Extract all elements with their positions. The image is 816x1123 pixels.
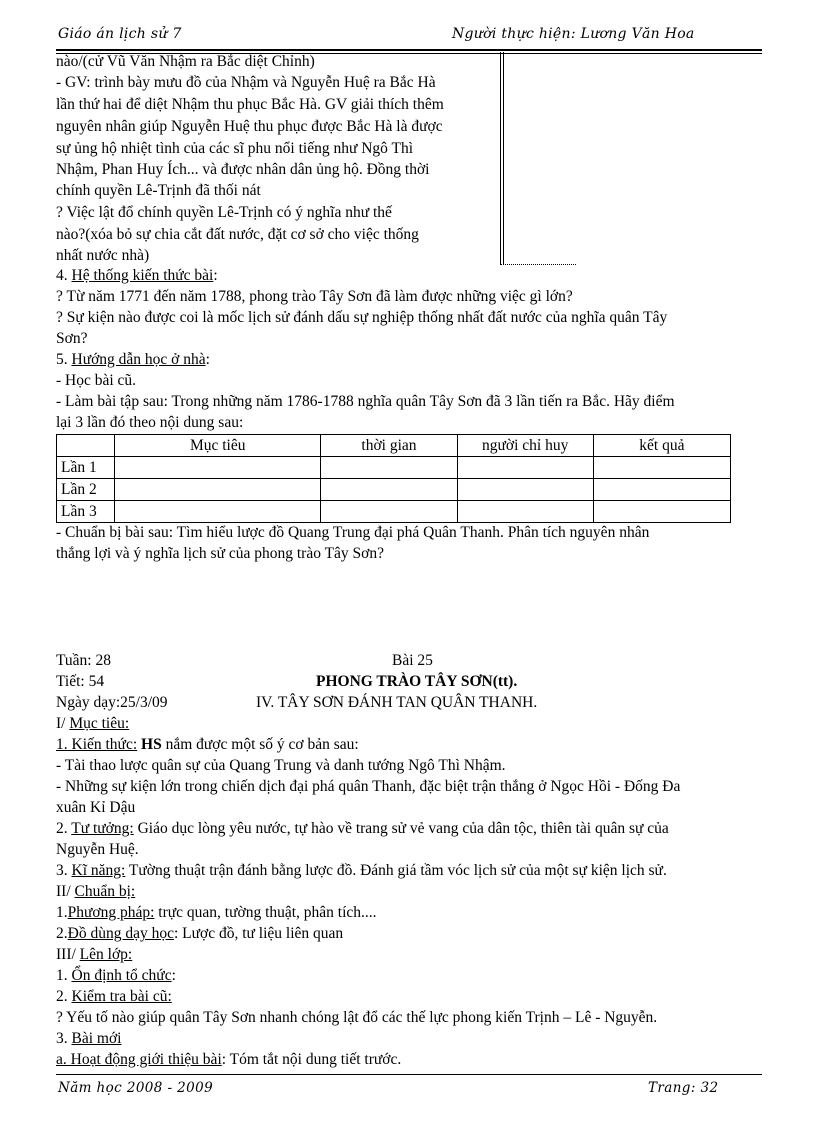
knowledge-item-1: - Tài thao lược quân sự của Quang Trung và danh tướng Ngô Thì Nhậm. (56, 757, 506, 774)
lesson-date: Ngày dạy:25/3/09 (56, 694, 168, 711)
table-cell (593, 457, 730, 479)
table-cell (457, 457, 593, 479)
knowledge-item-2: - Những sự kiện lớn trong chiến dịch đại phá quân Thanh, đặc biệt trận thắng ở Ngọc Hồi - Đống Đa (56, 778, 681, 795)
table-header-row (57, 435, 731, 457)
top-line-3: lần thứ hai để diệt Nhậm thu phục Bắc Hà. GV giải thích thêm (56, 96, 444, 113)
method-line: 1.Phương pháp: trực quan, tường thuật, phân tích.... (56, 904, 377, 921)
top-line-5: sự ủng hộ nhiệt tình của các sĩ phu nổi tiếng như Ngô Thì (56, 140, 414, 157)
table-cell (321, 479, 457, 501)
prep-heading: II/ Chuẩn bị: (56, 883, 136, 900)
table-cell (457, 501, 593, 523)
table-cell (115, 479, 321, 501)
column-divider (503, 52, 504, 264)
top-line-6: Nhậm, Phan Huy Ích... và được nhân dân ủng hộ. Đồng thời (56, 161, 430, 178)
ideology-line-2: Nguyễn Huệ. (56, 841, 139, 858)
column-divider-inner (500, 52, 501, 264)
table-header: thời gian (321, 435, 457, 457)
ideology-line: 2. Tư tưởng: Giáo dục lòng yêu nước, tự hào về trang sử vẻ vang của dân tộc, thiên tài quân sự của (56, 820, 669, 837)
table-cell (321, 457, 457, 479)
table-cell: Lần 2 (57, 479, 115, 501)
table-cell (115, 501, 321, 523)
lesson-period: Tiết: 54 (56, 673, 105, 690)
skills-line: 3. Kĩ năng: Tường thuật trận đánh bằng lược đồ. Đánh giá tầm vóc lịch sử của một sự kiện lịch sử. (56, 862, 667, 879)
top-line-1: nào/(cử Vũ Văn Nhậm ra Bắc diệt Chỉnh) (56, 53, 315, 70)
lesson-week: Tuần: 28 (56, 652, 111, 669)
materials-line: 2.Đồ dùng dạy học: Lược đồ, tư liệu liên quan (56, 925, 344, 942)
section4-line-3: Sơn? (56, 330, 88, 347)
table-header: Mục tiêu (115, 435, 321, 457)
class-heading: III/ Lên lớp: (56, 946, 133, 963)
top-line-8: ? Việc lật đổ chính quyền Lê-Trịnh có ý nghĩa như thế (56, 204, 392, 221)
table-row (57, 479, 731, 501)
footer-rule (56, 1074, 762, 1075)
lesson-title: PHONG TRÀO TÂY SƠN(tt). (316, 673, 518, 690)
new-lesson-line: 3. Bài mới (56, 1030, 122, 1047)
table-cell (115, 457, 321, 479)
section5-line-1: - Học bài cũ. (56, 372, 137, 389)
table-row (57, 501, 731, 523)
section4-line-2: ? Sự kiện nào được coi là mốc lịch sử đánh dấu sự nghiệp thống nhất đất nước của nghĩa quân Tây (56, 309, 668, 326)
section4-line-1: ? Từ năm 1771 đến năm 1788, phong trào Tây Sơn đã làm được những việc gì lớn? (56, 288, 573, 305)
table-header (57, 435, 115, 457)
objectives-heading: I/ Mục tiêu: (56, 715, 130, 732)
section5-line-2: - Làm bài tập sau: Trong những năm 1786-1788 nghĩa quân Tây Sơn đã 3 lần tiến ra Bắc. Hãy điểm (56, 393, 675, 410)
lesson-subtitle: IV. TÂY SƠN ĐÁNH TAN QUÂN THANH. (256, 694, 538, 711)
table-header: kết quả (593, 435, 730, 457)
table-cell (321, 501, 457, 523)
review-line: 2. Kiểm tra bài cũ: (56, 988, 172, 1005)
prep-line-1: - Chuẩn bị bài sau: Tìm hiểu lược đồ Quang Trung đại phá Quân Thanh. Phân tích nguyên nhân (56, 524, 650, 541)
column-divider-end (500, 264, 576, 265)
knowledge-line: 1. Kiến thức: HS nắm được một số ý cơ bản sau: (56, 736, 359, 753)
prep-line-2: thắng lợi và ý nghĩa lịch sử của phong trào Tây Sơn? (56, 545, 384, 562)
section5-line-3: lại 3 lần đó theo nội dung sau: (56, 414, 244, 431)
table-row (57, 457, 731, 479)
top-line-2: - GV: trình bày mưu đồ của Nhậm và Nguyễn Huệ ra Bắc Hà (56, 74, 436, 91)
section5-heading: 5. Hướng dẫn học ở nhà: (56, 351, 210, 368)
table-cell (457, 479, 593, 501)
intro-activity-line: a. Hoạt động giới thiệu bài: Tóm tắt nội dung tiết trước. (56, 1051, 402, 1068)
footer-left: Năm học 2008 - 2009 (58, 1080, 214, 1096)
top-line-4: nguyên nhân giúp Nguyễn Huệ thu phục được Bắc Hà là được (56, 118, 443, 135)
header-left: Giáo án lịch sử 7 (58, 26, 182, 42)
knowledge-item-3: xuân Kỉ Dậu (56, 799, 136, 816)
table-cell: Lần 3 (57, 501, 115, 523)
table-cell (593, 479, 730, 501)
top-line-7: chính quyền Lê-Trịnh đã thối nát (56, 182, 261, 199)
organize-line: 1. Ổn định tổ chức: (56, 967, 176, 984)
lesson-number: Bài 25 (392, 652, 433, 669)
table-header: người chỉ huy (457, 435, 593, 457)
table-cell: Lần 1 (57, 457, 115, 479)
section4-heading: 4. Hệ thống kiến thức bài: (56, 267, 218, 284)
top-line-10: nhất nước nhà) (56, 247, 150, 264)
campaign-table (56, 434, 731, 523)
table-cell (593, 501, 730, 523)
header-right: Người thực hiện: Lương Văn Hoa (452, 26, 695, 42)
review-question: ? Yếu tố nào giúp quân Tây Sơn nhanh chóng lật đổ các thế lực phong kiến Trịnh – Lê - Nguyễn. (56, 1009, 658, 1026)
footer-right: Trang: 32 (648, 1080, 719, 1096)
top-line-9: nào?(xóa bỏ sự chia cắt đất nước, đặt cơ sở cho việc thống (56, 226, 419, 243)
